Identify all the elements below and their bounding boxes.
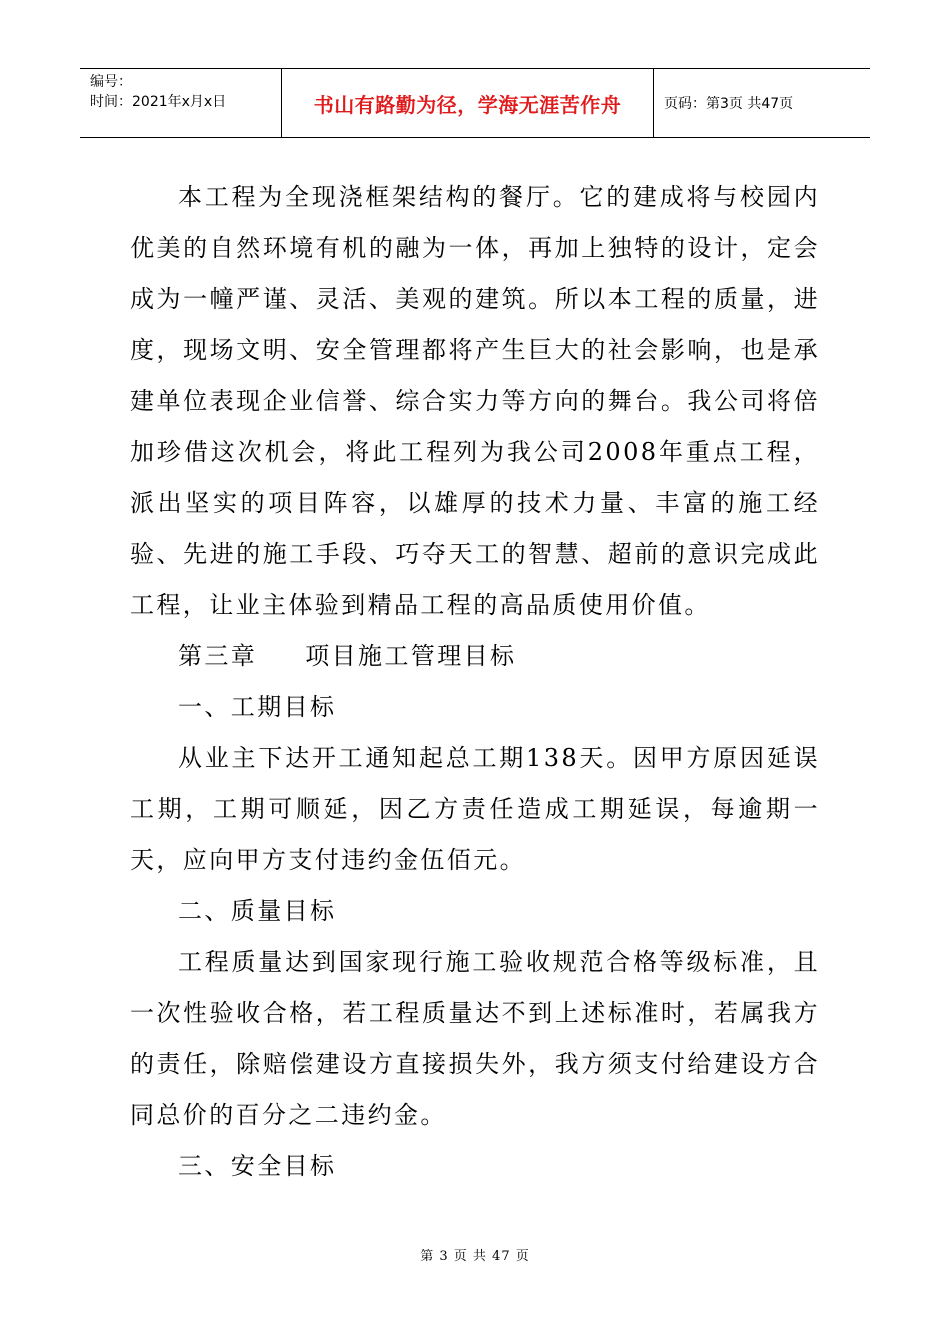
section-heading-safety: 三、安全目标 (178, 1152, 337, 1180)
header-page-cell (654, 69, 870, 137)
chapter-title: 项目施工管理目标 (305, 642, 517, 670)
header-motto: 书山有路勤为径，学海无涯苦作舟 (313, 92, 622, 117)
header-page-label: 页码：第3页 共47页 (664, 96, 794, 112)
section-heading-schedule: 一、工期目标 (178, 693, 337, 721)
chapter-heading (130, 631, 820, 682)
document-header (80, 68, 870, 138)
header-meta-cell (80, 69, 282, 137)
chapter-number: 第三章 (178, 642, 258, 670)
document-time-label: 时间：2021年x月x日 (90, 94, 227, 110)
document-number-label: 编号： (90, 74, 132, 90)
section-text-quality: 工程质量达到国家现行施工验收规范合格等级标准，且一次性验收合格，若工程质量达不到上述标准时，若属我方的责任，除赔偿建设方直接损失外，我方须支付给建设方合同总价的百分之二违约金。 (130, 948, 820, 1129)
section-text-schedule: 从业主下达开工通知起总工期138天。因甲方原因延误工期，工期可顺延，因乙方责任造成工期延误，每逾期一天，应向甲方支付违约金伍佰元。 (130, 744, 820, 874)
page-footer: 第 3 页 共 47 页 (420, 1249, 530, 1264)
document-body (130, 172, 820, 1192)
intro-paragraph: 本工程为全现浇框架结构的餐厅。它的建成将与校园内优美的自然环境有机的融为一体，再加上独特的设计，定会成为一幢严谨、灵活、美观的建筑。所以本工程的质量，进度，现场文明、安全管理都将产生巨大的社会影响，也是承建单位表现企业信誉、综合实力等方向的舞台。我公司将倍加珍借这次机会，将此工程列为我公司2008年重点工程，派出坚实的项目阵容，以雄厚的技术力量、丰富的施工经验、先进的施工手段、巧夺天工的智慧、超前的意识完成此工程，让业主体验到精品工程的高品质使用价值。 (130, 183, 820, 619)
header-motto-cell (282, 69, 654, 137)
section-heading-quality: 二、质量目标 (178, 897, 337, 925)
